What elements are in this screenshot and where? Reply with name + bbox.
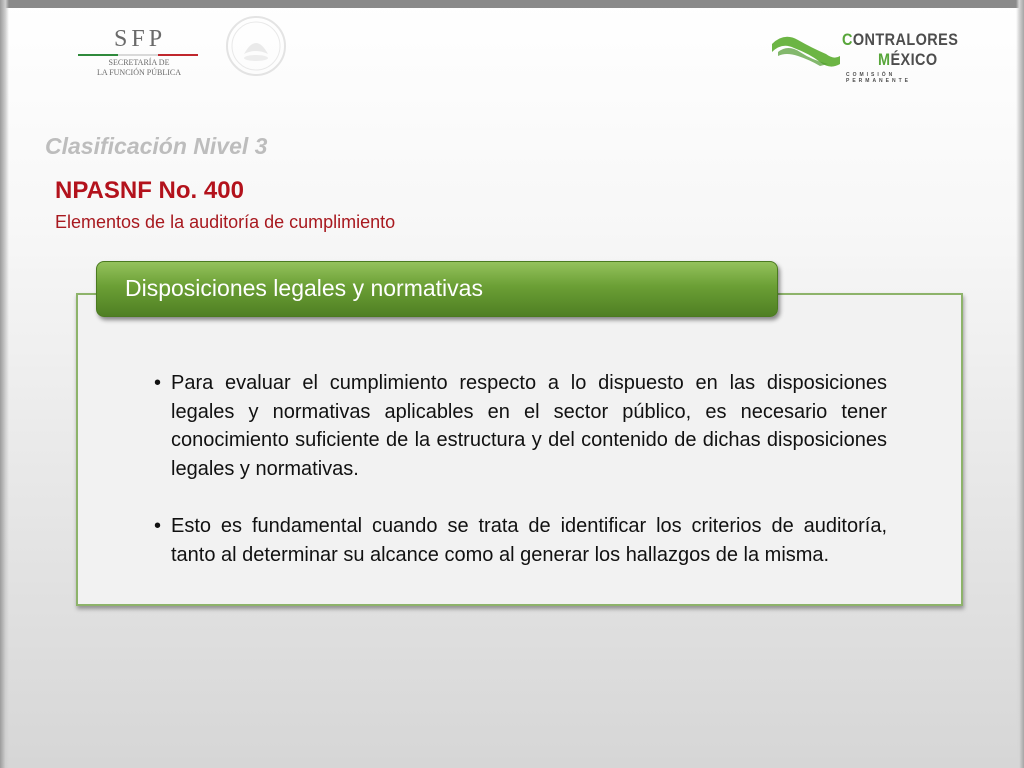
slide-title: NPASNF No. 400 bbox=[55, 177, 244, 204]
sfp-logo-letters: SFP bbox=[114, 26, 167, 52]
bullet-text: Esto es fundamental cuando se trata de identificar los criterios de auditoría, tanto al determinar su alcance como al generar los hallazgos de la misma. bbox=[171, 515, 887, 566]
slide-subtitle: Elementos de la auditoría de cumplimiento bbox=[55, 212, 396, 232]
bullet-list bbox=[150, 369, 887, 598]
mexico-text: MÉXICO bbox=[878, 50, 938, 69]
right-edge-shade bbox=[1016, 0, 1024, 768]
bullet-item bbox=[150, 369, 887, 483]
sfp-white-stripe bbox=[118, 54, 158, 56]
sfp-logo bbox=[78, 26, 200, 78]
left-edge-shade bbox=[0, 0, 9, 768]
bullet-dot: • bbox=[154, 515, 162, 537]
top-border bbox=[0, 0, 1024, 8]
sfp-subtitle-line1: SECRETARÍA DE bbox=[108, 58, 170, 67]
sfp-subtitle-line2: LA FUNCIÓN PÚBLICA bbox=[96, 68, 181, 77]
bullet-text: Para evaluar el cumplimiento respecto a lo dispuesto en las disposiciones legales y normativas aplicables en el sector público, es necesario tener conocimiento suficiente de la estructura y del contenido de dichas disposiciones legales y normativas. bbox=[171, 372, 887, 480]
sfp-red-stripe bbox=[158, 54, 198, 56]
sfp-logo-subtitle bbox=[94, 58, 184, 78]
green-wave-icon bbox=[770, 30, 842, 70]
comision-permanente-text: COMISIÓN PERMANENTE bbox=[846, 72, 912, 84]
classification-level: Clasificación Nivel 3 bbox=[45, 133, 268, 159]
bullet-dot: • bbox=[154, 372, 162, 394]
bullet-item bbox=[150, 512, 887, 569]
contralores-text: CONTRALORES bbox=[842, 30, 959, 49]
section-header bbox=[96, 261, 778, 317]
national-seal-icon bbox=[224, 14, 288, 78]
sfp-green-stripe bbox=[78, 54, 118, 56]
section-header-label: Disposiciones legales y normativas bbox=[125, 275, 483, 301]
contralores-mexico-logo bbox=[770, 30, 959, 84]
